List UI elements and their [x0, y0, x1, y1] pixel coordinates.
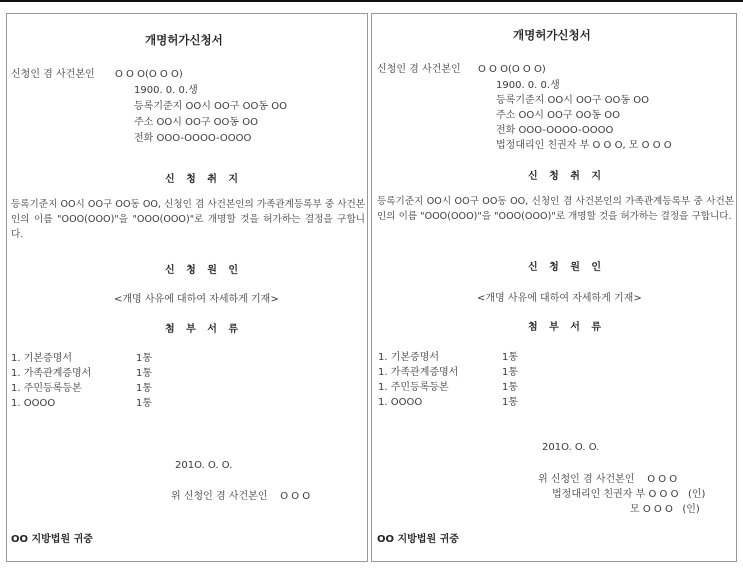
- applicant-label: 신청인 겸 사건본인: [11, 69, 95, 80]
- attachment-name: 1. 가족관계증명서: [11, 368, 92, 379]
- applicant-name: O O O(O O O): [115, 69, 183, 80]
- applicant-registry: 등록기준지 OO시 OO구 OO동 OO: [496, 95, 649, 106]
- applicant-name: O O O(O O O): [478, 64, 546, 75]
- document-title: 개명허가신청서: [145, 33, 223, 47]
- purpose-heading: 신 청 취 지: [528, 171, 606, 182]
- guardian-father-signature: 법정대리인 친권자 부 O O O (인): [552, 489, 706, 500]
- filing-date: 201O. O. O.: [175, 460, 233, 471]
- attachment-count: 1통: [136, 368, 153, 379]
- attachment-count: 1통: [136, 383, 153, 394]
- attachment-count: 1통: [502, 352, 519, 363]
- purpose-heading: 신 청 취 지: [165, 174, 243, 185]
- applicant-birth: 1900. 0. 0.생: [134, 85, 198, 96]
- attachment-count: 1통: [502, 382, 519, 393]
- attachment-count: 1통: [502, 397, 519, 408]
- signature-line: 위 신청인 겸 사건본인 O O O: [171, 491, 311, 502]
- attachment-name: 1. 주민등록등본: [11, 383, 82, 394]
- purpose-text: 등록기준지 OO시 OO구 OO동 OO, 신청인 겸 사건본인의 가족관계등록부 중 사건본인의 이름 "OOO(OOO)"을 "OOO(OOO)"로 개명할 것을 허가하는 결정을 구합니다.: [11, 199, 365, 240]
- attachment-count: 1통: [136, 398, 153, 409]
- filing-date: 201O. O. O.: [542, 442, 600, 453]
- guardian-mother-signature: 모 O O O (인): [630, 504, 700, 515]
- applicant-birth: 1900. 0. 0.생: [496, 80, 560, 91]
- purpose-text: 등록기준지 OO시 OO구 OO동 OO, 신청인 겸 사건본인의 가족관계등록부 중 사건본인의 이름 "OOO(OOO)"을 "OOO(OOO)"로 개명할 것을 허가하는 결정을 구합니다.: [377, 196, 734, 222]
- document-title: 개명허가신청서: [513, 28, 591, 42]
- attachment-name: 1. OOOO: [378, 397, 423, 408]
- signature-line: 위 신청인 겸 사건본인 O O O: [538, 474, 678, 485]
- reason-text: <개명 사유에 대하여 자세하게 기재>: [114, 294, 279, 305]
- attachment-name: 1. 기본증명서: [11, 353, 73, 364]
- reason-heading: 신 청 원 인: [165, 265, 243, 276]
- applicant-registry: 등록기준지 OO시 OO구 OO동 OO: [134, 101, 287, 112]
- applicant-phone: 전화 OOO-OOOO-OOOO: [496, 125, 614, 136]
- attachment-name: 1. 기본증명서: [378, 352, 440, 363]
- attachment-name: 1. 주민등록등본: [378, 382, 449, 393]
- name-change-form-right: [371, 13, 737, 562]
- attachments-heading: 첨 부 서 류: [528, 322, 606, 333]
- reason-heading: 신 청 원 인: [528, 262, 606, 273]
- applicant-label: 신청인 겸 사건본인: [377, 64, 461, 75]
- reason-text: <개명 사유에 대하여 자세하게 기재>: [477, 293, 642, 304]
- applicant-address: 주소 OO시 OO구 OO동 OO: [134, 117, 258, 128]
- court-addressee: OO 지방법원 귀중: [377, 534, 459, 545]
- court-addressee: OO 지방법원 귀중: [11, 534, 93, 545]
- applicant-phone: 전화 OOO-OOOO-OOOO: [134, 133, 252, 144]
- name-change-form-left: [6, 13, 368, 562]
- attachment-name: 1. OOOO: [11, 398, 56, 409]
- top-border: [0, 0, 743, 2]
- attachment-count: 1통: [136, 353, 153, 364]
- attachment-count: 1통: [502, 367, 519, 378]
- attachments-heading: 첨 부 서 류: [165, 324, 243, 335]
- applicant-address: 주소 OO시 OO구 OO동 OO: [496, 110, 620, 121]
- applicant-guardian: 법정대리인 친권자 부 O O O, 모 O O O: [496, 140, 672, 151]
- attachment-name: 1. 가족관계증명서: [378, 367, 459, 378]
